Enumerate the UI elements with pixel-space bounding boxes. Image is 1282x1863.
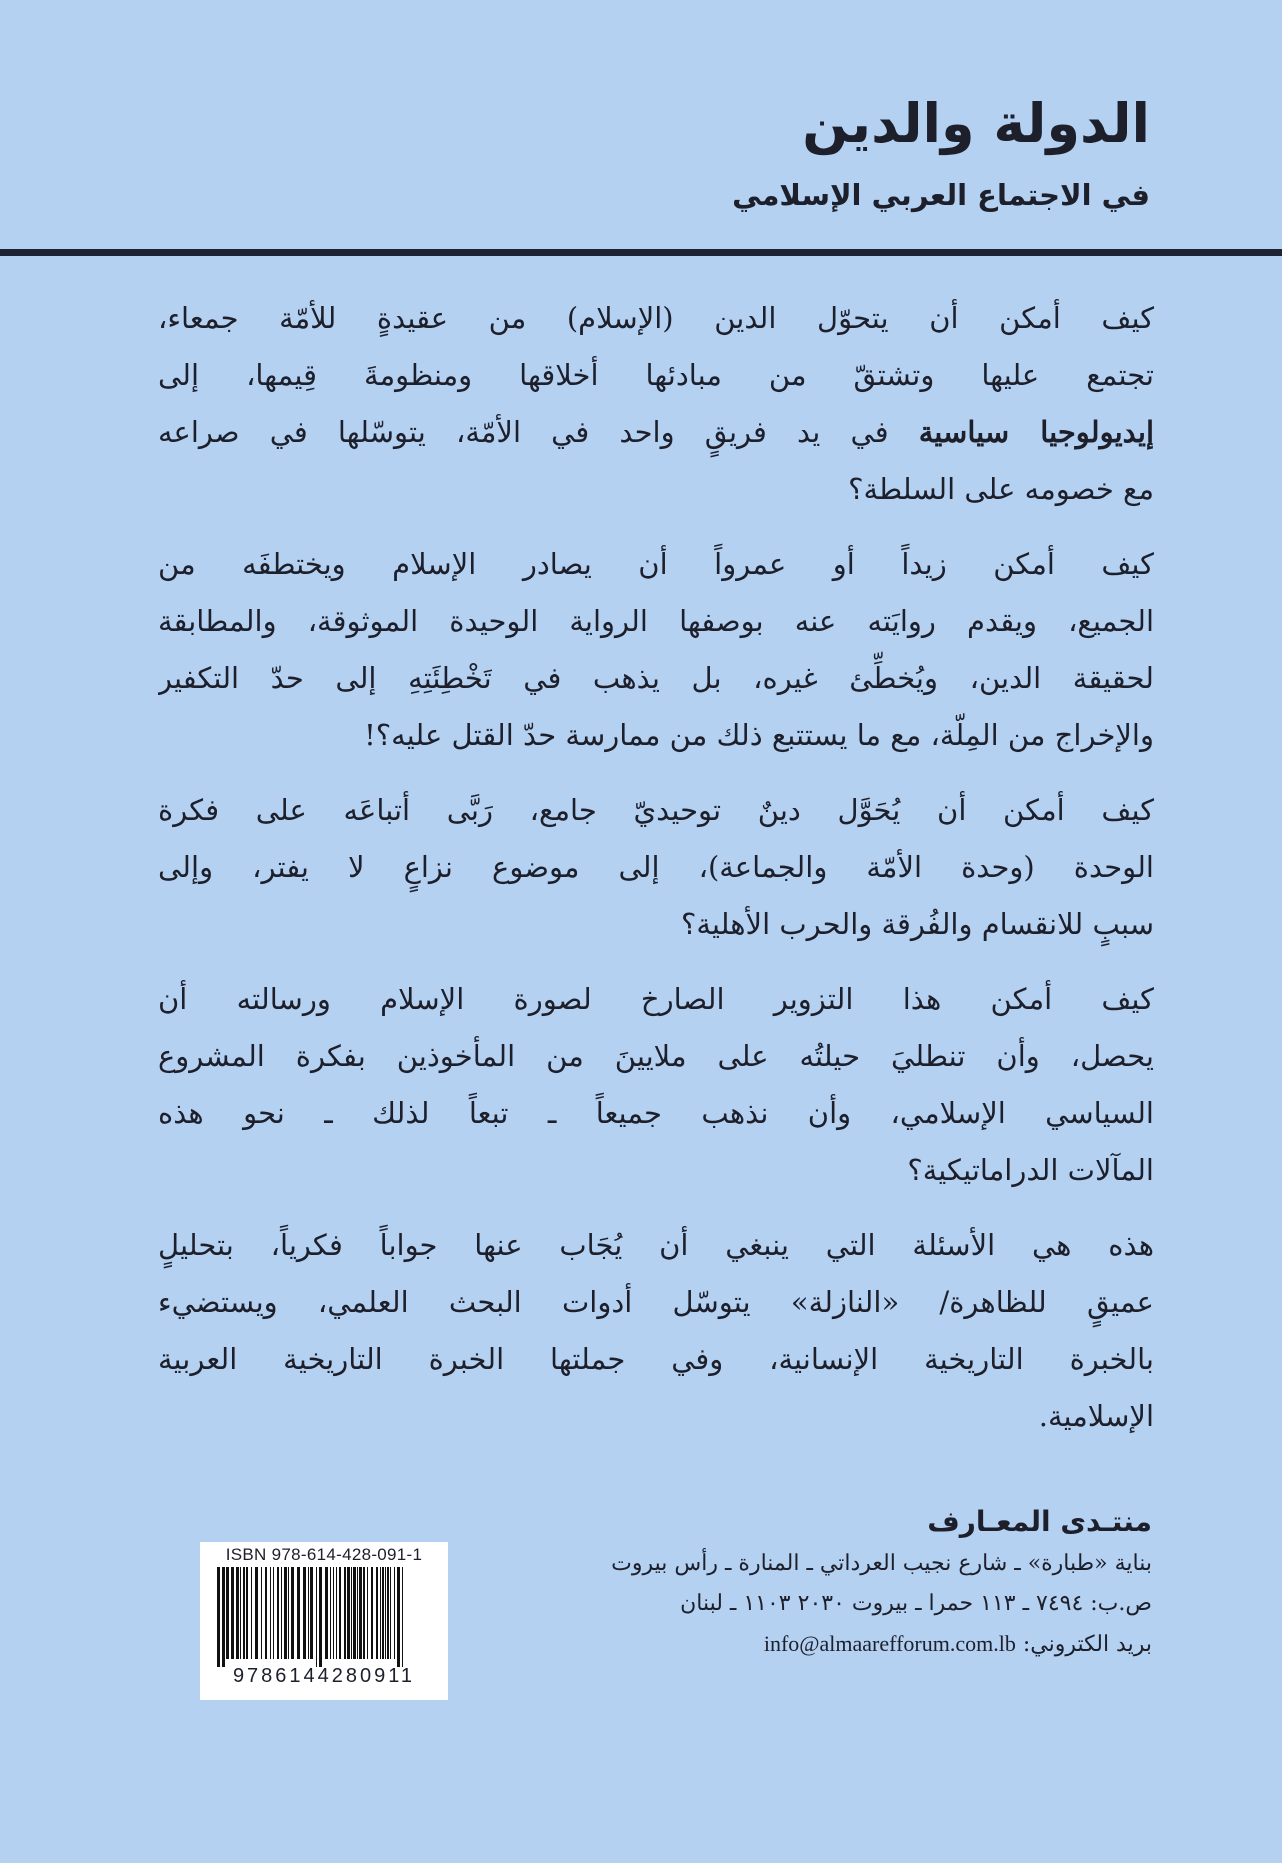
barcode-bar (255, 1567, 258, 1659)
barcode-bar (336, 1567, 337, 1659)
text-line: كيف أمكن أن يتحوّل الدين (الإسلام) من عقيدةٍ للأمّة جمعاء، (158, 301, 1154, 335)
barcode-bar (246, 1567, 248, 1659)
text-line: سببٍ للانقسام والفُرقة والحرب الأهلية؟ (680, 907, 1154, 941)
barcode-bar (265, 1567, 267, 1659)
barcode-bar (394, 1567, 395, 1659)
isbn-label: ISBN 978-614-428-091-1 (225, 1545, 423, 1564)
text-line: كيف أمكن هذا التزوير الصارخ لصورة الإسلام ورسالته أن (158, 982, 1154, 1016)
text-line: كيف أمكن أن يُحَوَّل دينٌ توحيديّ جامع، رَبَّى أتباعَه على فكرة (158, 793, 1154, 827)
barcode-bar (367, 1567, 368, 1659)
text-line (158, 404, 1154, 461)
email-label: بريد الكتروني: (1015, 1632, 1152, 1657)
barcode-bar (371, 1567, 373, 1659)
paragraph (158, 536, 1154, 764)
barcode-bar (310, 1567, 313, 1659)
text-line: الوحدة (وحدة الأمّة والجماعة)، إلى موضوع نزاعٍ لا يفتر، وإلى (158, 850, 1154, 884)
barcode-bar (243, 1567, 245, 1659)
barcode-digits: 9786144280911 (232, 1665, 416, 1687)
paragraph (158, 971, 1154, 1199)
text-line: السياسي الإسلامي، وأن نذهب جميعاً ـ تبعاً لذلك ـ نحو هذه (158, 1096, 1154, 1130)
barcode-bar (339, 1567, 341, 1659)
barcode-bar (222, 1567, 225, 1667)
text-line: عميقٍ للظاهرة/ «النازلة» يتوسّل أدوات البحث العلمي، ويستضيء (158, 1285, 1154, 1319)
barcode-bar (363, 1567, 365, 1659)
barcode-bar (319, 1567, 322, 1667)
barcode-bar (402, 1567, 403, 1667)
barcode-bar (303, 1567, 306, 1659)
barcode-bar (353, 1567, 356, 1659)
barcode-bar (284, 1567, 287, 1659)
barcode-bar (385, 1567, 386, 1659)
text-line: الجميع، ويقدم روايَته عنه بوصفها الرواية الوحيدة الموثوقة، والمطابقة (158, 604, 1154, 638)
barcode-bar (397, 1567, 400, 1667)
barcode-bar (308, 1567, 309, 1659)
barcode-bar (273, 1567, 274, 1659)
barcode-bar (281, 1567, 282, 1659)
barcode-bar (236, 1567, 239, 1659)
barcode-bar (333, 1567, 334, 1659)
barcode-bar (217, 1567, 220, 1667)
barcode-bar (359, 1567, 362, 1659)
barcode-bar (390, 1567, 391, 1659)
text-line: المآلات الدراماتيكية؟ (907, 1153, 1154, 1187)
barcode-bar (226, 1567, 229, 1659)
barcode-bar (316, 1567, 317, 1667)
text-line: يحصل، وأن تنطليَ حيلتُه على ملايينَ من المأخوذين بفكرة المشروع (158, 1039, 1154, 1073)
barcode-bar (347, 1567, 350, 1659)
book-subtitle: في الاجتماع العربي الإسلامي (732, 178, 1150, 212)
paragraph (158, 782, 1154, 953)
barcode-bar (382, 1567, 384, 1659)
text-line: الإسلامية. (1038, 1399, 1154, 1433)
barcode-bar (291, 1567, 294, 1659)
publisher-block (611, 1505, 1152, 1665)
publisher-address: بناية «طبارة» ـ شارع نجيب العرداتي ـ المنارة ـ رأس بيروت (611, 1551, 1152, 1576)
barcode-bar (351, 1567, 352, 1659)
barcode-bar (261, 1567, 262, 1659)
barcode-bar (251, 1567, 252, 1659)
barcode-bar (270, 1567, 271, 1659)
text-line: مع خصومه على السلطة؟ (848, 472, 1154, 506)
book-title: الدولة والدين (802, 92, 1150, 155)
paragraph (158, 290, 1154, 518)
publisher-email[interactable]: info@almaarefforum.com.lb (763, 1631, 1016, 1656)
barcode-bar (288, 1567, 289, 1659)
paragraph (158, 1217, 1154, 1445)
barcode-bar (240, 1567, 241, 1659)
barcode-bars (211, 1567, 437, 1667)
barcode-bar (330, 1567, 331, 1659)
publisher-po-box: ص.ب: ٧٤٩٤ ـ ١١٣ حمرا ـ بيروت ٢٠٣٠ ١١٠٣ ـ لبنان (680, 1591, 1152, 1616)
text-line: كيف أمكن زيداً أو عمرواً أن يصادر الإسلام ويختطفَه من (158, 547, 1154, 581)
bold-phrase: إيديولوجيا سياسية (918, 415, 1154, 449)
text-line: هذه هي الأسئلة التي ينبغي أن يُجَاب عنها جواباً فكرياً، بتحليلٍ (158, 1228, 1154, 1262)
text-line: تجتمع عليها وتشتقّ من مبادئها أخلاقها ومنظومةَ قِيمها، إلى (158, 358, 1154, 392)
text-line: لحقيقة الدين، ويُخطِّئ غيره، بل يذهب في تَخْطِئَتِهِ إلى حدّ التكفير (158, 661, 1154, 695)
text-line: والإخراج من المِلّة، مع ما يستتبع ذلك من ممارسة حدّ القتل عليه؟! (364, 718, 1154, 752)
isbn-barcode (200, 1542, 448, 1700)
barcode-bar (357, 1567, 358, 1659)
barcode-bar (380, 1567, 381, 1659)
barcode-bar (344, 1567, 346, 1659)
barcode-bar (297, 1567, 300, 1659)
barcode-bar (277, 1567, 279, 1659)
barcode-bar (376, 1567, 378, 1659)
blurb-text (158, 290, 1154, 1463)
barcode-bar (231, 1567, 234, 1659)
publisher-name: منتـدى المعـارف (927, 1505, 1152, 1538)
divider-rule (0, 249, 1282, 256)
barcode-bar (387, 1567, 389, 1659)
text-line: بالخبرة التاريخية الإنسانية، وفي جملتها الخبرة التاريخية العربية (158, 1342, 1154, 1376)
publisher-email-line (611, 1624, 1152, 1665)
line-rest: في يد فريقٍ واحد في الأمّة، يتوسّلها في صراعه (158, 415, 919, 449)
barcode-bar (325, 1567, 328, 1659)
